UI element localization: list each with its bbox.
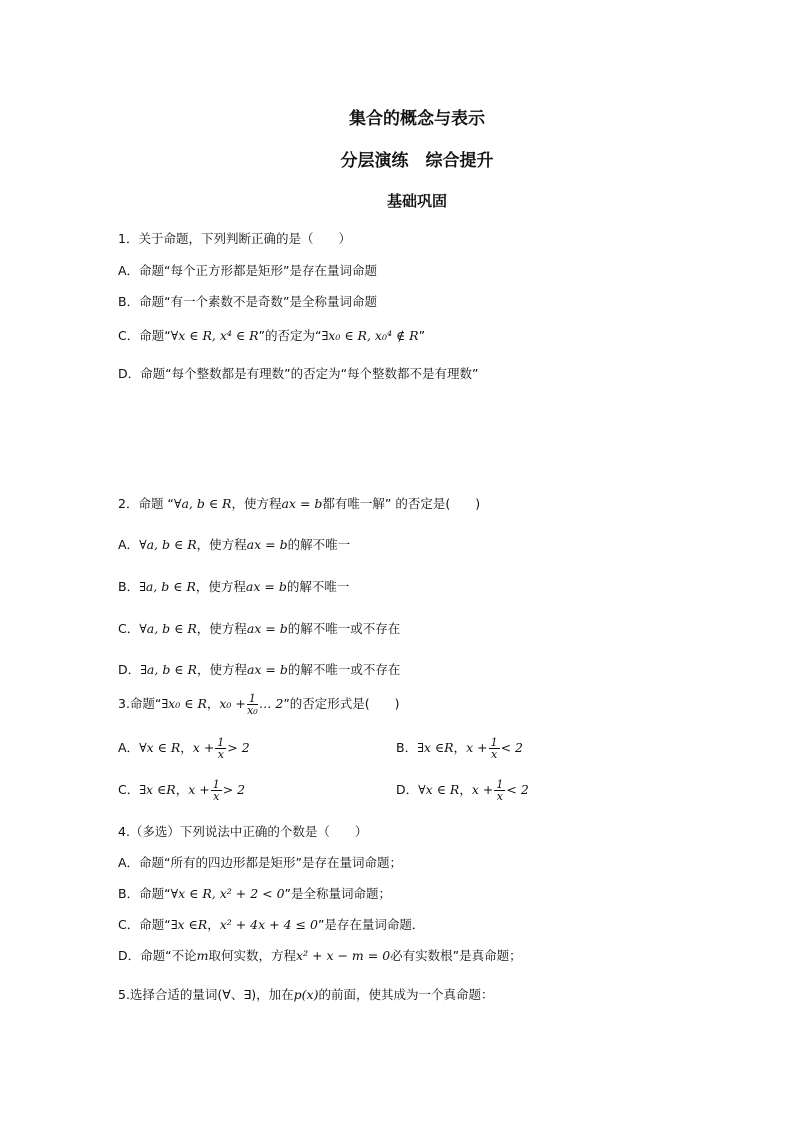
- q1-option-a: A．命题“每个正方形都是矩形”是存在量词命题: [118, 263, 378, 278]
- q4-stem: 4.（多选）下列说法中正确的个数是（ ）: [118, 824, 368, 839]
- fraction: $\frac{1}{x}$: [490, 736, 498, 761]
- q1-option-d: D．命题“每个整数都是有理数”的否定为“每个整数都不是有理数”: [118, 366, 479, 381]
- q1-option-b: B．命题“有一个素数不是奇数”是全称量词命题: [118, 294, 378, 309]
- q2-option-d: D．∃a, b ∈ R，使方程ax = b的解不唯一或不存在: [118, 662, 401, 677]
- q4-option-b: B．命题“∀x ∈ R, x² + 2 < 0”是全称量词命题；: [118, 886, 392, 901]
- q4-option-a: A．命题“所有的四边形都是矩形”是存在量词命题；: [118, 855, 403, 870]
- q2-option-c: C．∀a, b ∈ R，使方程ax = b的解不唯一或不存在: [118, 621, 401, 636]
- fraction: $\frac{1}{\text{x₀}}$: [247, 692, 258, 717]
- fraction: $\frac{1}{x}$: [496, 778, 504, 803]
- q2-stem: 2．命题 “∀a, b ∈ R，使方程ax = b都有唯一解” 的否定是( ): [118, 496, 481, 511]
- q1-option-c: C．命题“∀x ∈ R, x⁴ ∈ R”的否定为“∃x₀ ∈ R, x₀⁴ ∉ R”: [118, 328, 426, 343]
- q2-option-a: A．∀a, b ∈ R，使方程ax = b的解不唯一: [118, 537, 351, 552]
- q3-option-a: A．∀x ∈ R，x + $\frac{1}{x}$ > 2: [118, 736, 250, 761]
- page-subtitle: 分层演练 综合提升: [340, 151, 494, 171]
- q5-stem: 5.选择合适的量词(∀、∃)，加在p(x)的前面，使其成为一个真命题：: [118, 987, 494, 1002]
- q3-option-b: B．∃x ∈R，x + $\frac{1}{x}$ < 2: [396, 736, 523, 761]
- q4-option-c: C．命题“∃x ∈R，x² + 4x + 4 ≤ 0”是存在量词命题．: [118, 917, 425, 932]
- q4-option-d: D．命题“不论m取何实数，方程x² + x − m = 0必有实数根”是真命题；: [118, 948, 522, 963]
- page-title: 集合的概念与表示: [349, 109, 485, 129]
- fraction: $\frac{1}{x}$: [212, 778, 220, 803]
- q1-stem: 1．关于命题，下列判断正确的是（ ）: [118, 231, 351, 246]
- q3-option-c: C．∃x ∈R，x + $\frac{1}{x}$ > 2: [118, 778, 246, 803]
- section-heading: 基础巩固: [386, 192, 447, 210]
- q3-stem: 3.命题“∃x₀ ∈ R，x₀ + $\frac{1}{\text{x₀}}$ … 2”的否定形式是( ): [118, 692, 400, 717]
- fraction: $\frac{1}{x}$: [217, 736, 225, 761]
- q2-option-b: B．∃a, b ∈ R，使方程ax = b的解不唯一: [118, 579, 350, 594]
- q3-option-d: D．∀x ∈ R，x + $\frac{1}{x}$ < 2: [396, 778, 529, 803]
